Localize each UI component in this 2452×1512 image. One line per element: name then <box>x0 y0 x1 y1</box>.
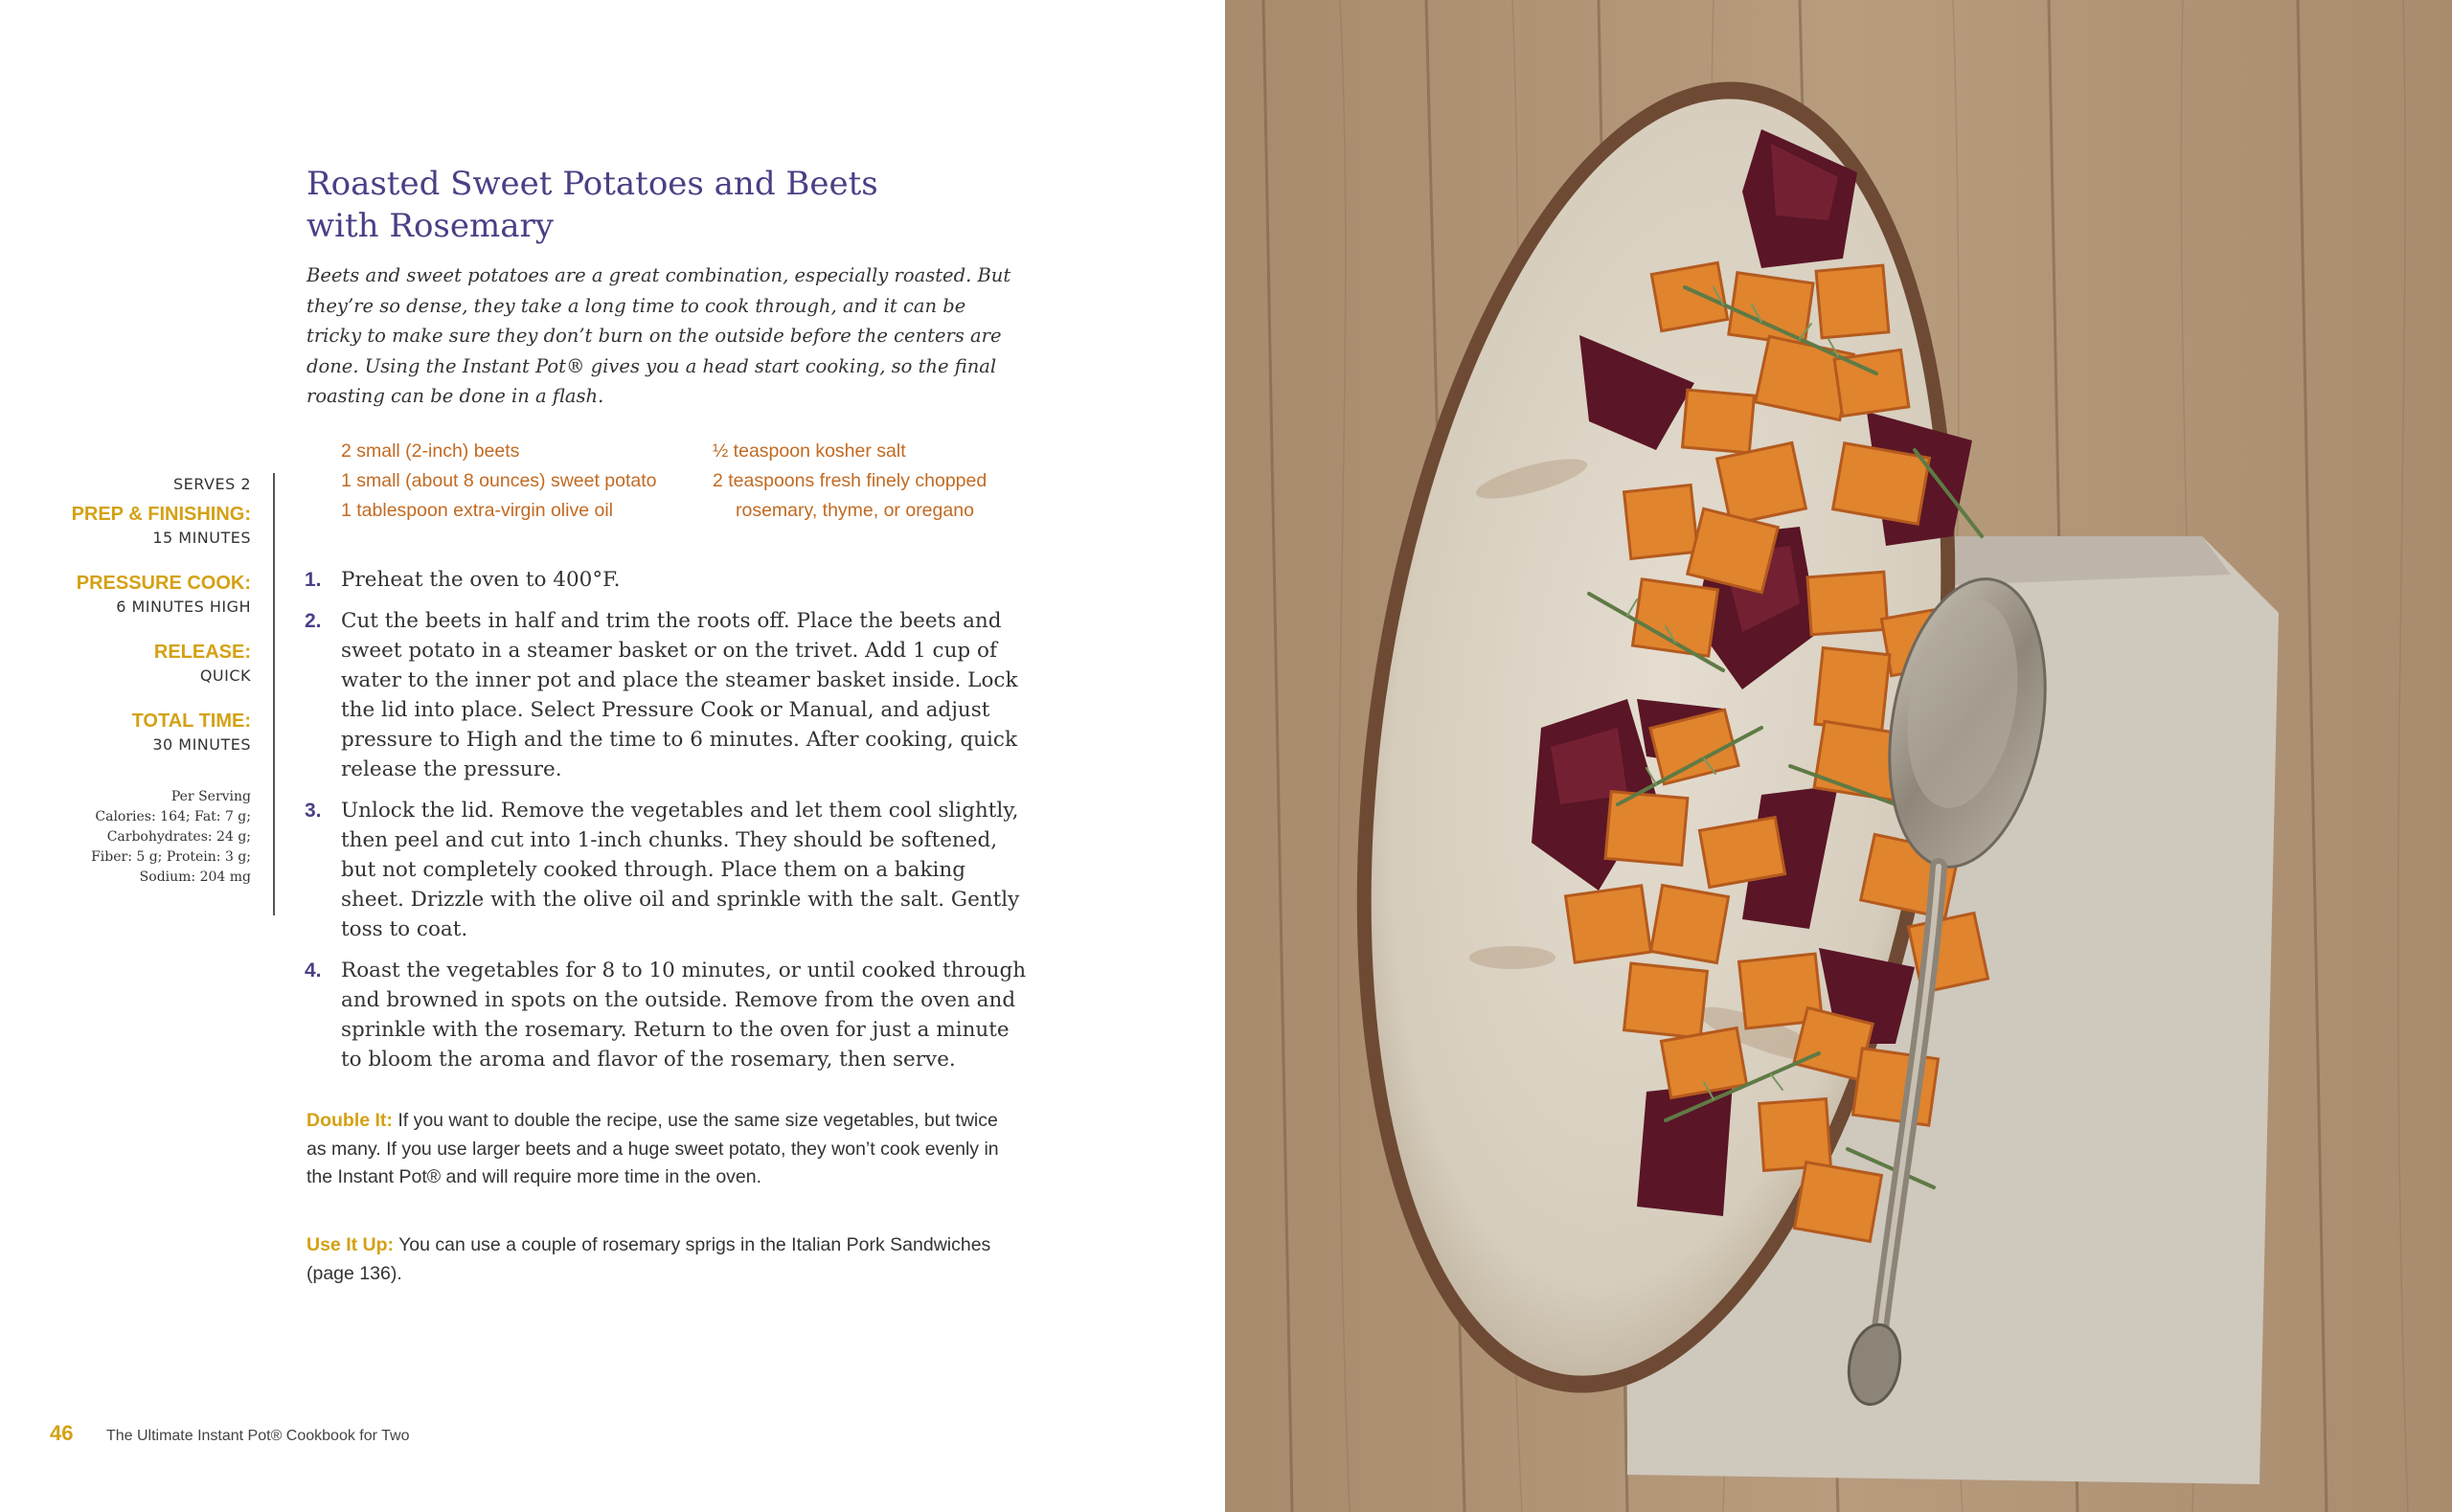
step-number: 2. <box>305 610 322 632</box>
recipe-title-line2: with Rosemary <box>306 207 554 245</box>
ingredients-column-1 <box>341 437 695 526</box>
page-number: 46 <box>50 1421 74 1445</box>
use-it-up-label: Use It Up: <box>306 1234 395 1255</box>
ingredient-item: 2 small (2-inch) beets <box>341 440 520 462</box>
step-number: 3. <box>305 800 322 822</box>
total-time-value: 30 MINUTES <box>152 735 251 754</box>
recipe-intro: Beets and sweet potatoes are a great combination, especially roasted. But they’re so dense, they take a long time to cook through, and it can be tricky to make sure they don’t burn on the outside before the centers are done. Using the Instant Pot® gives you a head start cooking, so the final roasting can be done in a flash. <box>306 264 1011 407</box>
step-text: Unlock the lid. Remove the vegetables and let them cool slightly, then peel and cut into 1-inch chunks. They should be softened, but not completely cooked through. Place them on a baking sheet. Drizzle with the olive oil and sprinkle with the salt. Gently toss to coat. <box>341 799 1020 941</box>
step-text: Roast the vegetables for 8 to 10 minutes, or until cooked through and browned in spots on the outside. Remove from the oven and sprinkle with the rosemary. Return to the oven for just a minute to bloom the aroma and flavor of the rosemary, then serve. <box>341 959 1027 1072</box>
double-it-text: If you want to double the recipe, use the same size vegetables, but twice as many. If you use larger beets and a huge sweet potato, they won’t cook evenly in the Instant Pot® and will require more time in the oven. <box>306 1110 999 1187</box>
step-item <box>305 565 1033 595</box>
step-item <box>305 606 1033 784</box>
serves-value: SERVES 2 <box>173 475 251 493</box>
ingredient-item: 2 teaspoons fresh finely chopped rosemary, thyme, or oregano <box>713 470 988 521</box>
roasted-vegetables-photo <box>1225 0 2452 1512</box>
double-it-label: Double It: <box>306 1110 393 1131</box>
nutrition-line: Calories: 164; Fat: 7 g; <box>95 809 251 824</box>
nutrition-line: Sodium: 204 mg <box>139 869 251 885</box>
ingredient-item: 1 tablespoon extra-virgin olive oil <box>341 500 613 521</box>
recipe-steps <box>305 565 1033 1086</box>
step-number: 4. <box>305 959 322 982</box>
step-text: Preheat the oven to 400°F. <box>341 568 621 592</box>
release-label: RELEASE: <box>153 642 251 663</box>
recipe-title-line1: Roasted Sweet Potatoes and Beets <box>306 165 878 203</box>
double-it-tip <box>306 1107 1015 1192</box>
use-it-up-tip <box>306 1231 1015 1288</box>
recipe-page <box>0 0 1225 1512</box>
prep-value: 15 MINUTES <box>152 529 251 547</box>
nutrition-info <box>38 787 251 888</box>
recipe-info-sidebar <box>38 473 251 888</box>
book-title: The Ultimate Instant Pot® Cookbook for Two <box>105 1428 410 1444</box>
ingredient-item: 1 small (about 8 ounces) sweet potato <box>341 470 657 491</box>
release-value: QUICK <box>199 666 251 685</box>
use-it-up-text: You can use a couple of rosemary sprigs in the Italian Pork Sandwiches (page 136). <box>306 1234 991 1284</box>
step-number: 1. <box>305 569 322 591</box>
food-photo-page <box>1225 0 2452 1512</box>
step-item <box>305 796 1033 944</box>
sidebar-divider <box>273 473 275 915</box>
ingredient-item: ½ teaspoon kosher salt <box>713 440 906 462</box>
page-footer <box>50 1421 409 1450</box>
recipe-title <box>306 163 1073 247</box>
nutrition-line: Per Serving <box>170 789 251 804</box>
pressure-cook-label: PRESSURE COOK: <box>76 573 251 594</box>
pressure-cook-value: 6 MINUTES HIGH <box>116 598 251 616</box>
ingredients-column-2 <box>713 437 1038 526</box>
total-time-label: TOTAL TIME: <box>131 711 251 732</box>
step-text: Cut the beets in half and trim the roots off. Place the beets and sweet potato in a steamer basket or on the trivet. Add 1 cup of water to the inner pot and place the steamer basket inside. Lock the lid into place. Select Pressure Cook or Manual, and adjust pressure to High and the time to 6 minutes. After cooking, quick release the pressure. <box>341 609 1018 781</box>
nutrition-line: Carbohydrates: 24 g; <box>106 829 251 845</box>
prep-label: PREP & FINISHING: <box>71 504 251 525</box>
step-item <box>305 956 1033 1074</box>
nutrition-line: Fiber: 5 g; Protein: 3 g; <box>91 849 251 865</box>
